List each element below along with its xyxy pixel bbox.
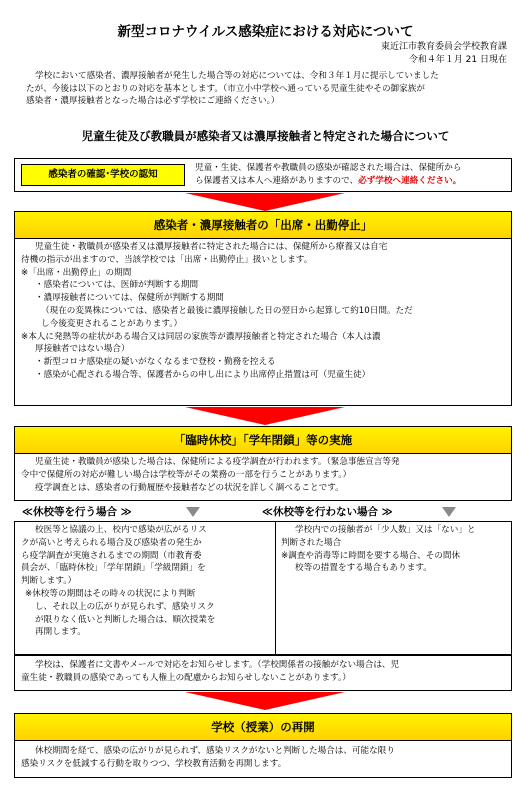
- branch-right-heading: ≪休校等を行わない場合 ≫: [262, 506, 393, 518]
- intro-line: 学校において感染者、濃厚接触者が発生した場合等の対応については、令和３年１月に提示していました: [35, 71, 439, 81]
- down-arrow: [185, 692, 345, 710]
- stage-attendance-stop: 感染者・濃厚接触者の「出席・出勤停止」: [14, 211, 512, 239]
- stage2-line: 児童生徒・教職員が感染した場合は、保健所による疫学調査が行われます。（緊急事態宣言等発: [35, 457, 400, 467]
- intro-line: 感染者・濃厚接触者となった場合は必ず学校にご連絡ください。）: [26, 96, 280, 106]
- confirm-text-line: 児童・生徒、保護者や教職員の感染が確認された場合は、保健所から: [195, 163, 462, 173]
- stage1-line: （現在の変異株については、感染者と最後に濃厚接触した日の翌日から起算して約10日間。ただ: [41, 305, 413, 316]
- stage1-line: 厚接触者ではない場合）: [35, 344, 130, 355]
- down-arrow: [185, 407, 345, 425]
- stage2-line: 疫学調査とは、感染者の行動履歴や接触者などの状況を詳しく調べることです。: [35, 482, 344, 493]
- branch-right-line: ※調査や消毒等に時間を要する場合、その間休: [281, 550, 461, 561]
- confirm-text-plain: ら保護者又は本人へ連絡がありますので、: [195, 175, 359, 186]
- branch-right-line: 学校内での接触者が「少人数」又は「ない」と: [295, 525, 476, 535]
- branch-left-line: 校医等と協議の上、校内で感染が広がるリス: [35, 525, 207, 535]
- issuer: [381, 41, 507, 67]
- confirm-label: 感染者の確認･学校の認知: [21, 164, 185, 186]
- stage1-line: 待機の指示が出ますので、当該学校では「出席・出勤停止」扱いとします。: [21, 254, 313, 265]
- branch-left-body: [21, 524, 271, 639]
- stage1-line: ・感染が心配される場合等、保護者からの申し出により出席停止措置は可（児童生徒）: [35, 369, 371, 380]
- branch-divider: [275, 522, 276, 654]
- branch-left-line: 判断します。）: [21, 576, 77, 587]
- branch-left-line: ら疫学調査が実施されるまでの期間（市教育委: [21, 550, 202, 561]
- stage-school-reopen: 学校（授業）の再開: [14, 713, 512, 741]
- stage-school-closure: 「臨時休校」「学年閉鎖」等の実施: [14, 426, 512, 454]
- notice-line: 学校は、保護者に文書やメールで対応をお知らせします。（学校関係者の接触がない場合は、児: [35, 660, 400, 670]
- stage1-line: ※「出席・出勤停止」の期間: [21, 267, 132, 278]
- stage1-line: 児童生徒・教職員が感染者又は濃厚接触者に特定された場合には、保健所から療養又は自宅: [35, 242, 388, 252]
- branch-left-heading: ≪休校等を行う場合 ≫: [22, 506, 132, 518]
- branch-left-line: 員会が、「臨時休校」「学年閉鎖」「学級閉鎖」を: [21, 563, 206, 574]
- branch-right-line: 判断された場合: [281, 537, 342, 548]
- small-down-arrow: [186, 507, 200, 517]
- stage1-line: ・新型コロナ感染症の疑いがなくなるまで登校・勤務を控える: [35, 357, 276, 368]
- stage3-body: [14, 740, 512, 778]
- intro-paragraph: [26, 70, 511, 108]
- stage1-line: し今後変更されることがあります。）: [41, 318, 183, 329]
- notice-box: [14, 655, 512, 691]
- small-down-arrow: [442, 507, 456, 517]
- branch-left-line: 再開します。: [35, 627, 86, 638]
- branch-left-line: ※休校等の期間はその時々の状況により判断: [25, 588, 196, 599]
- branch-container: [14, 521, 512, 655]
- stage3-line: 感染リスクを低減する行動を取りつつ、学校教育活動を再開します。: [21, 758, 287, 769]
- stage1-line: ※本人に発熱等の症状がある場合又は同居の家族等が濃厚接触者と特定された場合（本人は濃: [21, 331, 381, 342]
- section-heading: 児童生徒及び教職員が感染者又は濃厚接触者と特定された場合について: [81, 129, 450, 143]
- page-title: 新型コロナウイルス感染症における対応について: [117, 24, 414, 40]
- branch-left-line: し、それ以上の広がりが見られず、感染リスク: [35, 601, 215, 612]
- confirm-text-red: 必ず学校へ連絡ください。: [358, 175, 462, 186]
- stage1-body: [14, 238, 512, 406]
- stage2-line: 令中で保健所の対応が難しい場合は学校等がその業務の一部を行うことがあります。）: [21, 469, 352, 480]
- notice-line: 童生徒・教職員の感染であっても人権上の配慮からお知らせしないことがあります。）: [21, 672, 351, 683]
- stage1-line: ・濃厚接触者については、保健所が判断する期間: [35, 293, 224, 304]
- issuer-org: 東近江市教育委員会学校教育課: [380, 42, 507, 52]
- confirm-box: [14, 158, 512, 192]
- branch-left-line: クが高いと考えられる場合及び感染者の発生か: [21, 537, 202, 548]
- down-arrow: [185, 193, 345, 211]
- stage2-body: [14, 453, 512, 501]
- confirm-text: [195, 162, 510, 188]
- branch-right-line: 校等の措置をする場合もあります。: [295, 563, 432, 574]
- issue-date: 令和４年１月 21 日現在: [408, 55, 507, 65]
- intro-line: たが、今後は以下のとおりの対応を基本とします。（市立小中学校へ通っている児童生徒やその御家族が: [26, 83, 425, 94]
- branch-right-body: [281, 524, 509, 575]
- branch-left-line: が限りなく低いと判断した場合は、順次授業を: [35, 614, 216, 625]
- stage3-line: 休校期間を経て、感染の広がりが見られず、感染リスクがないと判断した場合は、可能な限り: [35, 746, 395, 756]
- stage1-line: ・感染者については、医師が判断する期間: [35, 280, 199, 291]
